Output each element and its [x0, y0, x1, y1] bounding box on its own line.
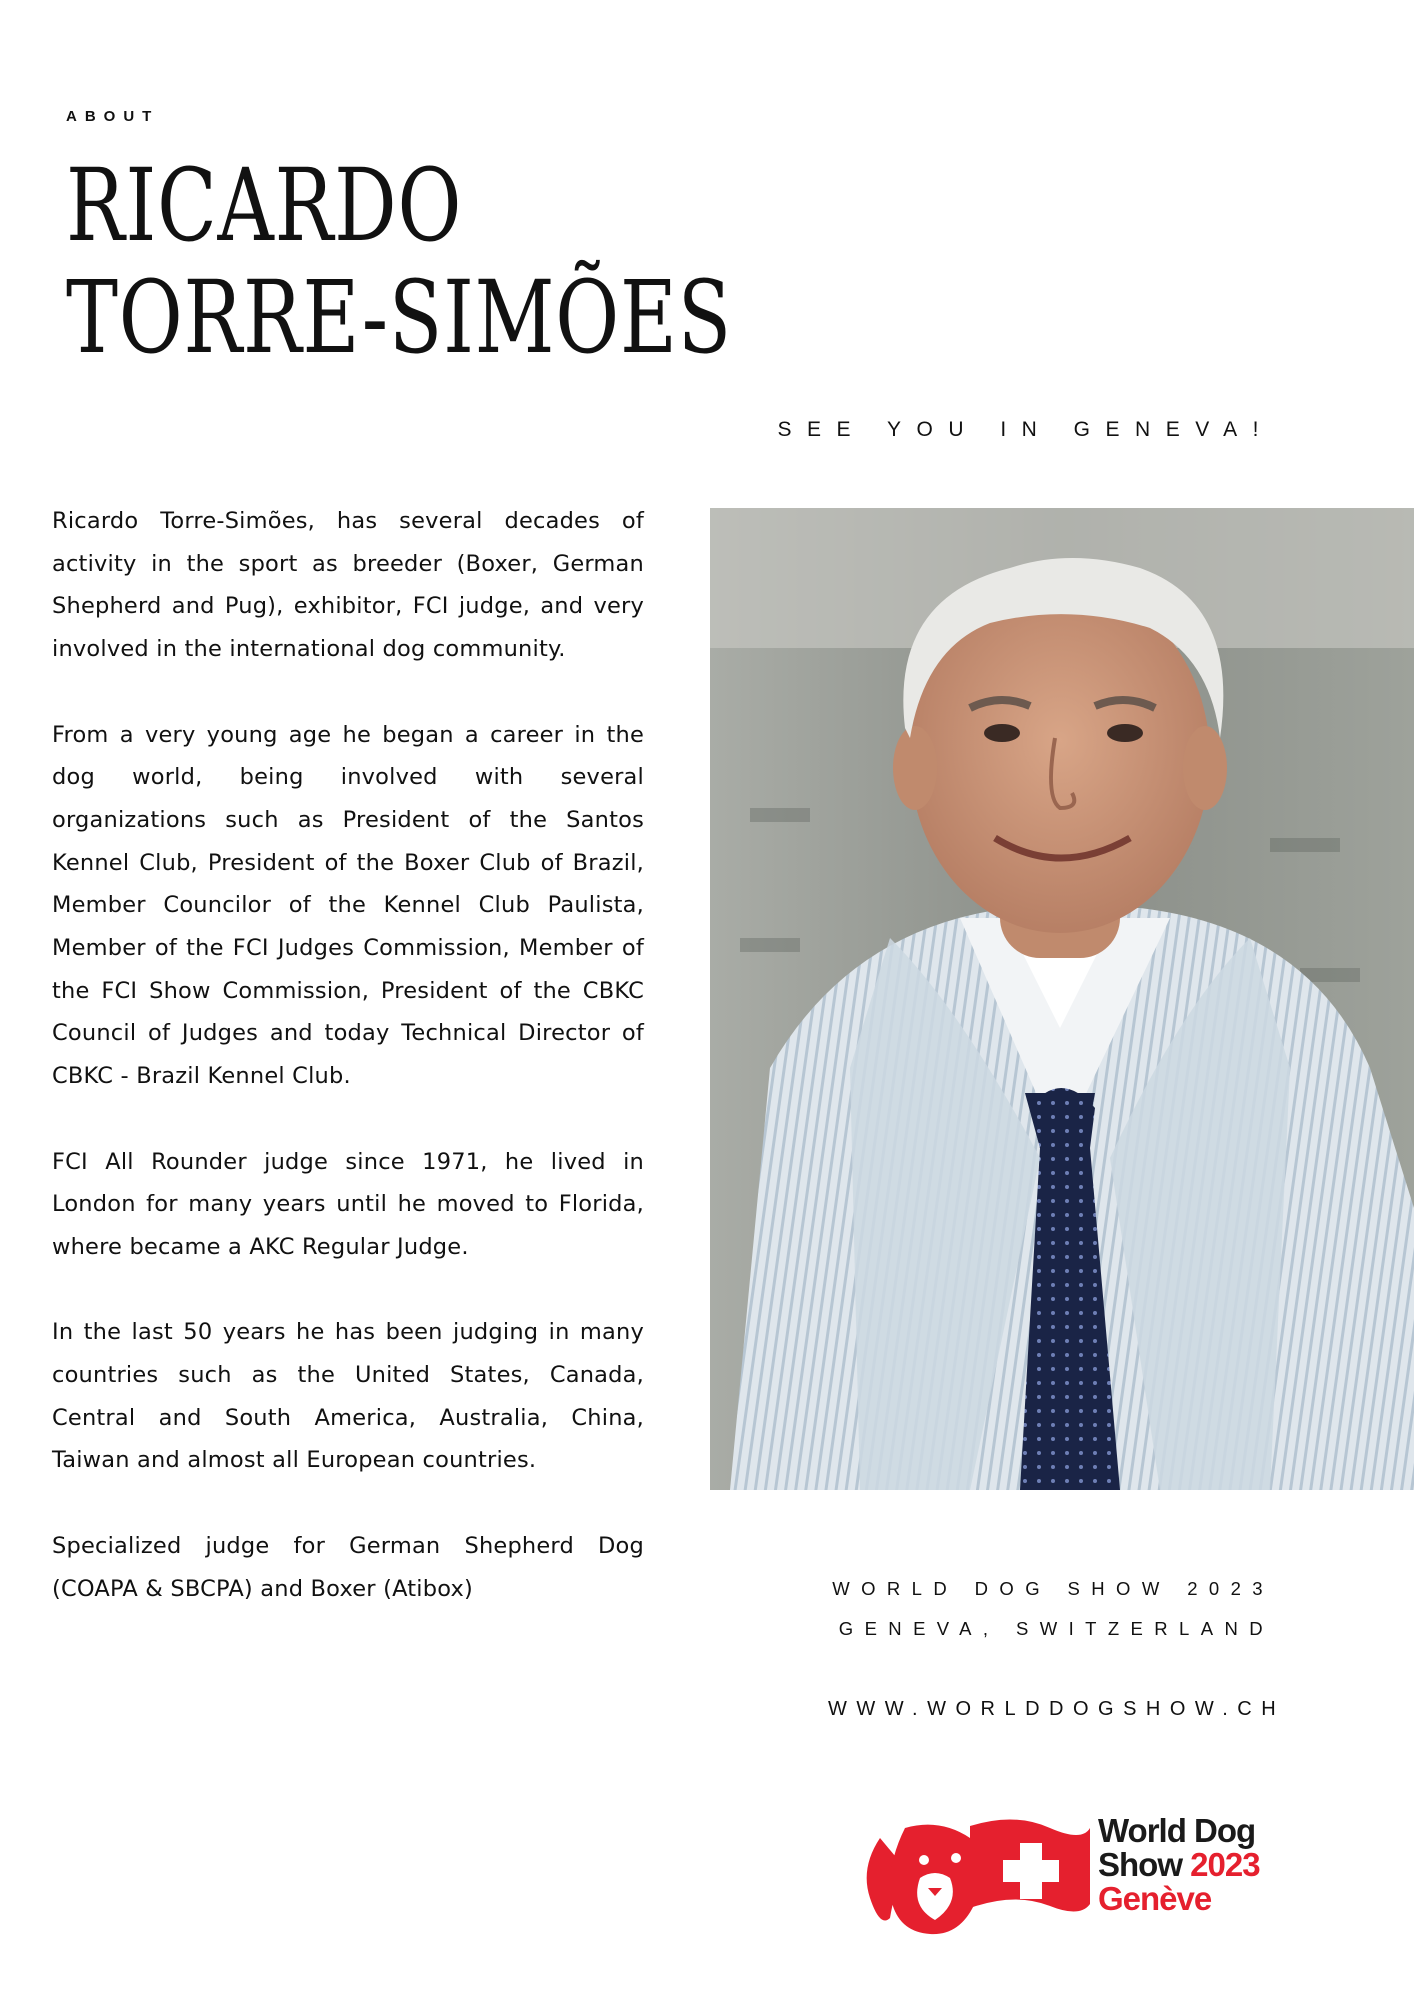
- event-name: WORLD DOG SHOW 2023: [832, 1578, 1274, 1599]
- logo-line-2: [1098, 1848, 1260, 1882]
- bio-paragraph: From a very young age he began a career in the dog world, being involved with several organizations such as President of the Santos Kennel Club, President of the Boxer Club of Brazil, Member Councilor of the Kennel Club Paulista, Member of the FCI Judges Commission, Member of the FCI Show Commission, President of the CBKC Council of Judges and today Technical Director of CBKC - Brazil Kennel Club.: [52, 721, 644, 1090]
- bio-paragraph: In the last 50 years he has been judging in many countries such as the United States, Canada, Central and South America, Australia, China, Taiwan and almost all European countries.: [52, 1319, 644, 1474]
- website-link[interactable]: WWW.WORLDDOGSHOW.CH: [828, 1698, 1286, 1720]
- page-title: [66, 147, 732, 376]
- tagline: SEE YOU IN GENEVA!: [777, 418, 1274, 441]
- bio-paragraph: FCI All Rounder judge since 1971, he lived in London for many years until he moved to Florida, where became a AKC Regular Judge.: [52, 1148, 644, 1260]
- logo-line-2-prefix: Show: [1098, 1846, 1191, 1883]
- logo-line-1: World Dog: [1098, 1812, 1256, 1849]
- logo-line-3: Genève: [1098, 1880, 1212, 1917]
- portrait-illustration: [710, 508, 1414, 1490]
- bio-text: [52, 500, 644, 1653]
- bio-paragraph: Specialized judge for German Shepherd Dog (COAPA & SBCPA) and Boxer (Atibox): [52, 1532, 644, 1602]
- portrait-photo: [710, 508, 1414, 1490]
- event-location: GENEVA, SWITZERLAND: [838, 1618, 1274, 1639]
- logo-year: 2023: [1190, 1846, 1260, 1883]
- title-line-last-name: TORRE-SIMÕES: [66, 259, 732, 376]
- title-line-first-name: RICARDO: [66, 147, 463, 264]
- bio-paragraph: Ricardo Torre-Simões, has several decades of activity in the sport as breeder (Boxer, German Shepherd and Pug), exhibitor, FCI judge, and very involved in the international dog community.: [52, 508, 644, 663]
- logo-wordmark: [1098, 1814, 1260, 1916]
- eyebrow-label: ABOUT: [66, 108, 160, 125]
